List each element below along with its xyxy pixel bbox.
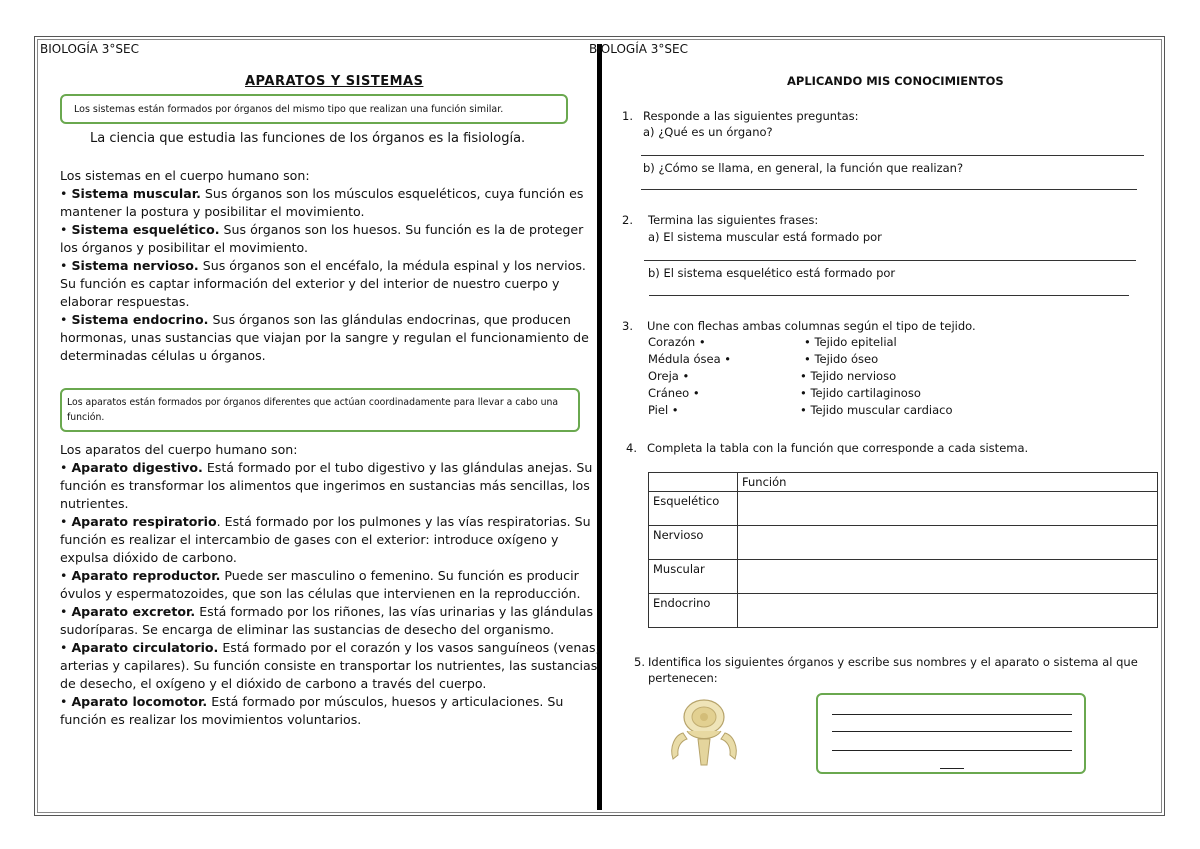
table-row-label: Esquelético: [649, 492, 738, 526]
table-row: [649, 492, 1158, 526]
tissue-match-left[interactable]: Médula ósea •: [648, 352, 732, 366]
apparatus-item: • Aparato reproductor. Puede ser masculino o femenino. Su función es producir óvulos y espermatozoides, que son las células que intervienen en la reproducción.: [60, 568, 581, 601]
answer-line[interactable]: [641, 155, 1144, 156]
q4-text: Completa la tabla con la función que corresponde a cada sistema.: [647, 441, 1029, 455]
answer-line[interactable]: [649, 295, 1129, 296]
apparatus-item: • Aparato digestivo. Está formado por el tubo digestivo y las glándulas anejas. Su función es transformar los alimentos que ingerimos en sustancias más sencillas, los nutrientes.: [60, 460, 593, 511]
q3-text: Une con flechas ambas columnas según el tipo de tejido.: [647, 319, 976, 333]
q4-number: 4.: [626, 441, 637, 455]
tissue-match-left[interactable]: Corazón •: [648, 335, 706, 349]
q2-a: a) El sistema muscular está formado por: [648, 230, 882, 244]
q3-number: 3.: [622, 319, 633, 333]
table-answer-cell[interactable]: [738, 492, 1158, 526]
q5-text-line2: pertenecen:: [648, 671, 718, 685]
q2-b: b) El sistema esquelético está formado por: [648, 266, 896, 280]
apparatus-section: [60, 441, 600, 729]
vertebra-image: [665, 695, 743, 767]
q1-number: 1.: [622, 109, 633, 123]
table-answer-cell[interactable]: [738, 594, 1158, 628]
answer-line[interactable]: [940, 768, 964, 769]
physiology-sentence: La ciencia que estudia las funciones de los órganos es la fisiología.: [90, 131, 526, 146]
table-answer-cell[interactable]: [738, 526, 1158, 560]
answer-line[interactable]: [644, 260, 1136, 261]
q2-number: 2.: [622, 213, 633, 227]
table-answer-cell[interactable]: [738, 560, 1158, 594]
table-row-label: Muscular: [649, 560, 738, 594]
systems-intro: Los sistemas en el cuerpo humano son:: [60, 168, 310, 183]
table-row: [649, 526, 1158, 560]
answer-line[interactable]: [832, 731, 1072, 732]
tissue-match-right[interactable]: • Tejido nervioso: [800, 369, 897, 383]
table-header-empty: [649, 473, 738, 492]
apparatus-item: • Aparato circulatorio. Está formado por el corazón y los vasos sanguíneos (venas, arterias y capilares). Su función consiste en transportar los nutrientes, las sustancias de desecho, el oxígeno y el dióxido de carbono a través del cuerpo.: [60, 640, 600, 691]
apparatus-intro: Los aparatos del cuerpo humano son:: [60, 442, 298, 457]
tissue-match-right[interactable]: • Tejido epitelial: [804, 335, 897, 349]
q1-text: Responde a las siguientes preguntas:: [643, 109, 859, 123]
system-item: • Sistema endocrino. Sus órganos son las glándulas endocrinas, que producen hormonas, unas sustancias que viajan por la sangre y regulan el funcionamiento de determinadas células u órganos.: [60, 312, 589, 363]
table-row: [649, 594, 1158, 628]
apparatus-item: • Aparato respiratorio. Está formado por los pulmones y las vías respiratorias. Su función es realizar el intercambio de gases con el exterior: introduce oxígeno y expulsa dióxido de carbono.: [60, 514, 591, 565]
function-table: [648, 472, 1158, 628]
table-row-label: Endocrino: [649, 594, 738, 628]
table-row-label: Nervioso: [649, 526, 738, 560]
tissue-match-right[interactable]: • Tejido óseo: [804, 352, 879, 366]
answer-line[interactable]: [832, 714, 1072, 715]
system-item: • Sistema nervioso. Sus órganos son el encéfalo, la médula espinal y los nervios. Su función es captar información del exterior y del interior de nuestro cuerpo y elaborar respuestas.: [60, 258, 586, 309]
apparatus-definition: Los aparatos están formados por órganos diferentes que actúan coordinadamente para llevar a cabo una función.: [67, 397, 559, 423]
q1-a: a) ¿Qué es un órgano?: [643, 125, 773, 139]
right-title: APLICANDO MIS CONOCIMIENTOS: [787, 74, 1004, 88]
answer-box: [816, 693, 1086, 774]
answer-line[interactable]: [832, 750, 1072, 751]
table-header-funcion: Función: [738, 473, 1158, 492]
header-right: BIOLOGÍA 3°SEC: [589, 42, 688, 56]
q1-b: b) ¿Cómo se llama, en general, la función que realizan?: [643, 161, 964, 175]
table-row: [649, 560, 1158, 594]
q5-number: 5.: [634, 655, 645, 669]
left-title: APARATOS Y SISTEMAS: [245, 74, 424, 89]
tissue-match-left[interactable]: Oreja •: [648, 369, 690, 383]
tissue-match-right[interactable]: • Tejido muscular cardiaco: [800, 403, 953, 417]
systems-section: [60, 167, 600, 365]
tissue-match-left[interactable]: Piel •: [648, 403, 679, 417]
system-item: • Sistema esquelético. Sus órganos son los huesos. Su función es la de proteger los órganos y posibilitar el movimiento.: [60, 222, 584, 255]
apparatus-item: • Aparato excretor. Está formado por los riñones, las vías urinarias y las glándulas sudoríparas. Se encarga de eliminar las sustancias de desecho del organismo.: [60, 604, 594, 637]
systems-definition-box: [60, 94, 568, 124]
tissue-match-right[interactable]: • Tejido cartilaginoso: [800, 386, 921, 400]
header-left: BIOLOGÍA 3°SEC: [40, 42, 139, 56]
systems-definition: Los sistemas están formados por órganos del mismo tipo que realizan una función similar.: [74, 104, 504, 115]
apparatus-item: • Aparato locomotor. Está formado por músculos, huesos y articulaciones. Su función es realizar los movimientos voluntarios.: [60, 694, 564, 727]
tissue-match-left[interactable]: Cráneo •: [648, 386, 700, 400]
system-item: • Sistema muscular. Sus órganos son los músculos esqueléticos, cuya función es mantener la postura y posibilitar el movimiento.: [60, 186, 584, 219]
table-header-row: [649, 473, 1158, 492]
q2-text: Termina las siguientes frases:: [648, 213, 819, 227]
apparatus-definition-box: [60, 388, 580, 432]
q5-text-line1: Identifica los siguientes órganos y escribe sus nombres y el aparato o sistema al que: [648, 655, 1138, 669]
answer-line[interactable]: [641, 189, 1137, 190]
